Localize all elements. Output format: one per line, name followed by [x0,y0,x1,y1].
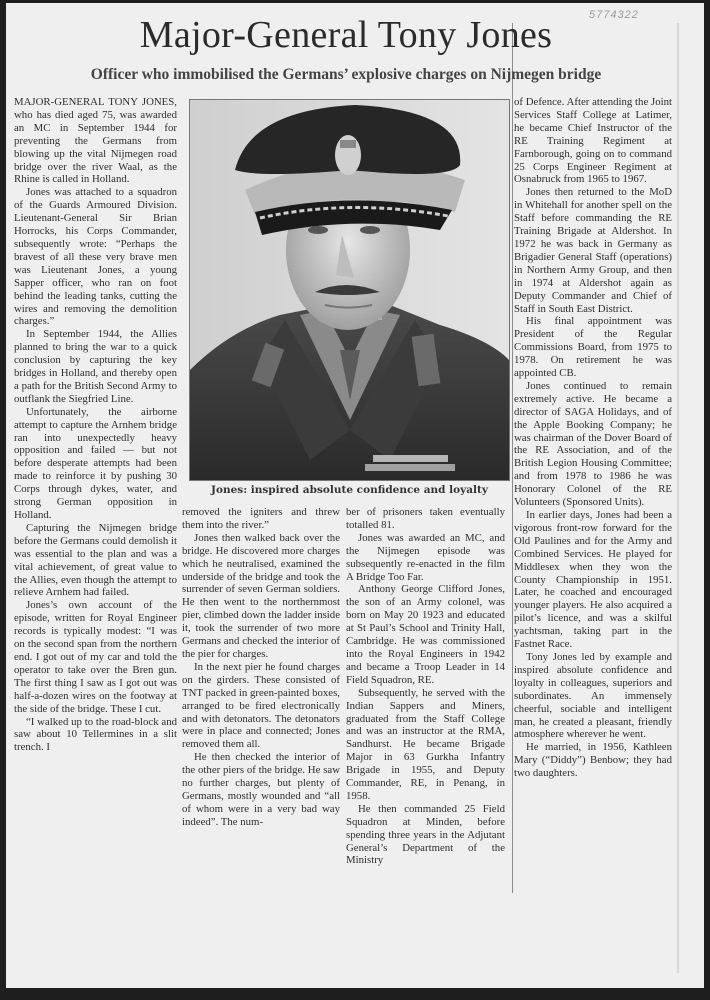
right-margin-rule [677,23,679,973]
portrait-photo [189,99,510,481]
paragraph: Jones was awarded an MC, and the Nijmegen episode was subsequently re-enacted in the film A Bridge Too Far. [346,531,505,583]
paragraph: Jones continued to remain extremely active. He became a director of SAGA Holidays, and of the Apple Booking Company; he was chairman of the Dover Board of the RE Association, and of the British Legion Housing Committee; and from 1978 to 1986 he was Honorary Colonel of the RE Volunteers (Sponsored Units). [514,379,672,509]
photo-caption: Jones: inspired absolute confidence and loyalty [211,484,488,496]
newspaper-clipping [6,3,704,988]
paragraph: ber of prisoners taken eventually totalled 81. [346,506,505,531]
paragraph: of Defence. After attending the Joint Services Staff College at Latimer, he became Chief Instructor of the RE Training Regiment at Farnborough, going on to command 25 Corps Engineer Regiment at Osnabruck from 1965 to 1967. [514,96,672,186]
paragraph: In earlier days, Jones had been a vigorous front-row forward for the Old Paulines and for the Army and Combined Services. He played for Middlesex when they won the County Championship in 1951. Later, he coached and encouraged younger players. He also acquired a pilot’s licence, and was a skilful yachtsman, taking part in the Fastnet Race. [514,509,672,651]
paragraph: Unfortunately, the airborne attempt to capture the Arnhem bridge ran into unexpectedly heavy opposition and failed — but not before desperate attempts had been made to reinforce it by pushing 30 Corps through dykes, water, and strong German opposition in Holland. [14,405,177,521]
paragraph: Tony Jones led by example and inspired absolute confidence and loyalty in colleagues, superiors and subordinates. An immensely cheerful, sociable and intelligent man, he created a pleasant, friendly atmosphere wherever he went. [514,650,672,741]
headline: Major-General Tony Jones [139,14,553,56]
paragraph: His final appointment was President of the Regular Commissions Board, from 1975 to 1978. On retirement he was appointed CB. [514,315,672,380]
paragraph: removed the igniters and threw them into the river.” [182,506,340,531]
article-column-3 [346,506,505,867]
article-column-4 [514,96,672,780]
archive-number: 5774322 [589,9,639,21]
article-column-2 [182,506,340,829]
paragraph: In September 1944, the Allies planned to bring the war to a quick conclusion by capturing the key bridges in Holland, and thereby open a path for the British Second Army to outflank the Siegfried Line. [14,328,177,405]
paragraph: Jones was attached to a squadron of the Guards Armoured Division. Lieutenant-General Sir Brian Horrocks, his Corps Commander, subsequently wrote: “Perhaps the bravest of all these very brave men was Lieutenant Jones, a young Sapper officer, who ran on foot behind the leading tanks, cutting the wires and removing the demolition charges.” [14,186,177,328]
paragraph: Subsequently, he served with the Indian Sappers and Miners, graduated from the Staff College and was an instructor at the RMA, Sandhurst. He became Brigade Major in 63 Gurkha Infantry Brigade in 1955, and Deputy Commander, RE, in Penang, in 1958. [346,686,505,802]
paragraph: “I walked up to the road-block and saw about 10 Tellermines in a slit trench. I [14,715,177,754]
subheadline: Officer who immobilised the Germans’ explosive charges on Nijmegen bridge [90,66,602,83]
paragraph: Jones’s own account of the episode, written for Royal Engineer records is typically modest: “I was on the second span from the northern end. I got out of my car and told the operator to take over the Bren gun. The first thing I saw as I got out was half-a-dozen wires on the footway at the side of the bridge. These I cut. [14,599,177,715]
paragraph: Jones then walked back over the bridge. He discovered more charges which he neutralised, examined the underside of the bridge and took the surrender of seven German soldiers. He then went to the northernmost pier, climbed down the ladder inside it, took the surrender of two more Germans and checked the interior of the pier for charges. [182,531,340,660]
paragraph: He then commanded 25 Field Squadron at Minden, before spending three years in the Adjutant General’s Department of the Ministry [346,802,505,867]
paragraph: In the next pier he found charges on the girders. These consisted of TNT packed in green-painted boxes, arranged to be fired electronically and with detonators. The detonators were in place and connected; Jones removed them all. [182,660,340,751]
paragraph: He married, in 1956, Kathleen Mary (“Diddy”) Benbow; they had two daughters. [514,741,672,780]
paragraph: Anthony George Clifford Jones, the son of an Army colonel, was born on May 20 1923 and educated at St Paul’s School and Trinity Hall, Cambridge. He was commissioned into the Royal Engineers in 1942 and became a Troop Leader in 14 Field Squadron, RE. [346,583,505,686]
paragraph: Jones then returned to the MoD in Whitehall for another spell on the Staff before commanding the RE Training Brigade at Aldershot. In 1972 he was back in Germany as Brigadier General Staff (operations) in Northern Army Group, and then in 1974 at Aldershot again as Deputy Commander and Chief of Staff in South East District. [514,186,672,315]
paragraph: He then checked the interior of the other piers of the bridge. He saw no further charges, but plenty of Germans, mostly wounded and “all of whom were in a very bad way indeed”. The num- [182,751,340,828]
column-divider [512,23,513,893]
paragraph: MAJOR-GENERAL TONY JONES, who has died aged 75, was awarded an MC in September 1944 for preventing the Germans from blowing up the vital Nijmegen road bridge over the river Waal, as the Rhine is called in Holland. [14,96,177,186]
article-column-1 [14,96,177,754]
paragraph: Capturing the Nijmegen bridge before the Germans could demolish it was essential to the plan and was a vital achievement, of great value to the Allies, even though the attempt to relieve Arnhem had failed. [14,521,177,599]
portrait-illustration [190,100,509,480]
